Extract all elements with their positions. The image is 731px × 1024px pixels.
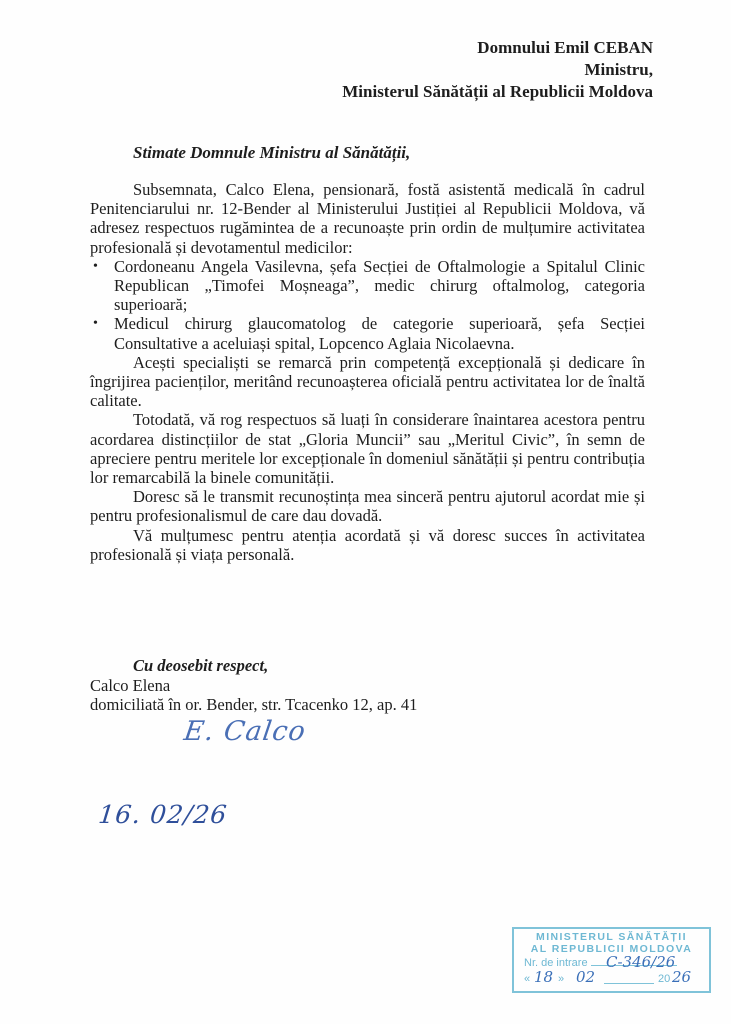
recipient-name: Domnului Emil CEBAN (477, 38, 653, 57)
body-paragraph: Acești specialiști se remarcă prin competență excepțională și dedicare în îngrijirea pacienților, meritând recunoașterea oficială pentru activitatea lor de înaltă calitate. (90, 352, 645, 411)
list-item-text: Cordoneanu Angela Vasilevna, șefa Secției de Oftalmologie a Spitalul Clinic Republican „Timofei Moșneaga”, medic chirurg oftalmolog, categoria superioară; (114, 256, 645, 315)
stamp-quote-close: » (558, 973, 565, 985)
stamp-ministry-line: MINISTERUL SĂNĂTĂȚII (536, 931, 687, 943)
recipient-title: Ministru, (584, 60, 653, 79)
stamp-day: 18 (534, 968, 554, 986)
sender-name: Calco Elena (90, 675, 171, 695)
body-paragraph: Totodată, vă rog respectuos să luați în considerare înaintarea acestora pentru acordarea distincțiilor de stat „Gloria Muncii” sau „Meritul Civic”, în semn de apreciere pentru meritele lor excepționale în domeniul sănătății și pentru contribuția lor remarcabilă la binele comunității. (90, 410, 645, 488)
stamp-date-row (514, 968, 709, 987)
sender-address: domiciliată în or. Bender, str. Tcacenko 12, ap. 41 (90, 695, 418, 714)
registration-stamp (512, 927, 711, 993)
closing-phrase: Cu deosebit respect, (133, 656, 269, 675)
list-item-text: Medicul chirurg glaucomatolog de categorie superioară, șefa Secției Consultative a aceluiași spital, Lopcenco Aglaia Nicolaevna. (114, 314, 645, 353)
stamp-quote-open: « (524, 973, 531, 985)
closing-block (90, 656, 417, 715)
body-paragraph: Doresc să le transmit recunoștința mea sinceră pentru ajutorul acordat mie și pentru profesionalismul de care dau dovadă. (90, 487, 645, 526)
intro-paragraph: Subsemnata, Calco Elena, pensionară, fostă asistentă medicală în cadrul Penitenciarului nr. 12-Bender al Ministerului Justiției al Republicii Moldova, vă adresez respectuos rugămintea de a recunoaște prin ordin de mulțumire activitatea profesională și devotamentul medicilor: (90, 180, 645, 257)
stamp-year-prefix: 20 (658, 973, 671, 985)
handwritten-date: 16. 02/26 (97, 800, 229, 829)
handwritten-signature: E. Calco (182, 716, 309, 747)
list-item (93, 256, 645, 315)
recipient-ministry: Ministerul Sănătății al Republicii Moldova (342, 82, 653, 101)
body-paragraph: Vă mulțumesc pentru atenția acordată și vă doresc succes în activitatea profesională și viața personală. (90, 525, 645, 564)
doctors-list (90, 257, 645, 353)
bullet-icon: • (93, 316, 98, 332)
letter-body (90, 180, 645, 564)
bullet-icon: • (93, 258, 98, 274)
list-item (93, 314, 645, 353)
salutation: Stimate Domnule Ministru al Sănătății, (133, 143, 411, 162)
stamp-republic-line: AL REPUBLICII MOLDOVA (530, 943, 693, 955)
stamp-number-label: Nr. de intrare (524, 957, 588, 969)
stamp-number-value: C-346/26 (606, 953, 676, 971)
stamp-month: 02 (576, 968, 596, 986)
recipient-block (342, 37, 653, 103)
stamp-year-suffix: 26 (672, 968, 692, 986)
